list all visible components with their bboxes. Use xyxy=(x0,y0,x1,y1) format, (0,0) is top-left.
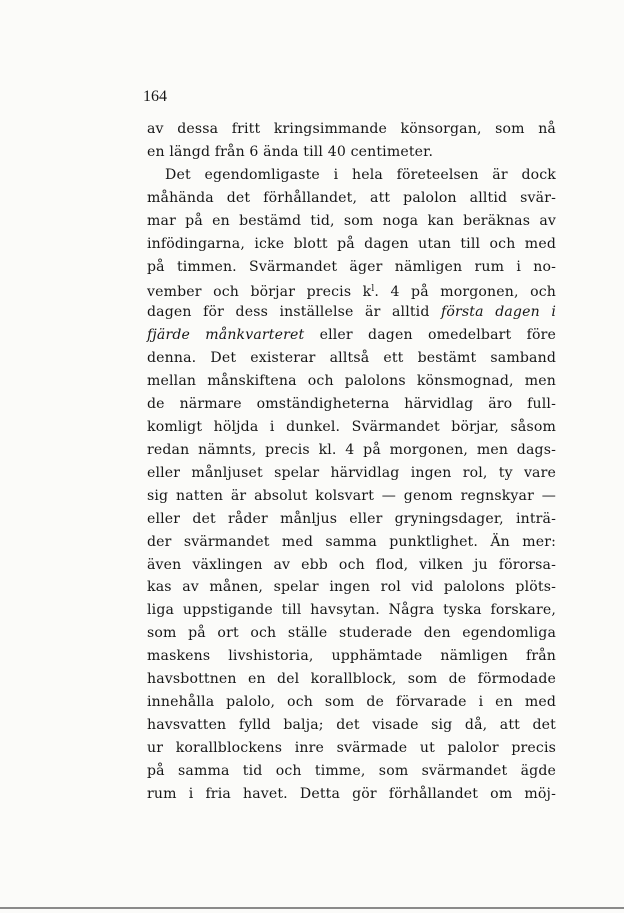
text-run: infödingarna, icke blott på dagen utan till och med xyxy=(147,235,556,252)
text-run: maskens livshistoria, upphämtade nämligen från xyxy=(147,648,556,665)
text-line xyxy=(147,645,556,668)
text-line xyxy=(147,141,556,164)
text-run: eller dagen omedelbart före xyxy=(304,327,556,344)
text-run: de närmare omständigheterna härvidlag äro full- xyxy=(147,396,556,413)
text-line xyxy=(147,439,556,462)
text-run: mellan månskiftena och palolons könsmognad, men xyxy=(147,373,556,390)
text-line xyxy=(147,278,556,301)
body-text xyxy=(147,118,556,806)
text-line xyxy=(147,347,556,370)
superscript-text: l xyxy=(371,284,375,295)
text-run: dagen för dess inställelse är alltid xyxy=(147,304,442,321)
text-line xyxy=(147,599,556,622)
text-line xyxy=(147,187,556,210)
text-run: komligt höljda i dunkel. Svärmandet börjar, såsom xyxy=(147,418,556,435)
text-run: på samma tid och timme, som svärmandet ägde xyxy=(147,762,556,779)
text-line xyxy=(147,576,556,599)
text-line xyxy=(147,531,556,554)
text-run: der svärmandet med samma punktlighet. Än mer: xyxy=(147,533,556,550)
text-line xyxy=(147,324,556,347)
text-line xyxy=(147,622,556,645)
text-run: Det egendomligaste i hela företeelsen är dock xyxy=(165,166,556,183)
text-run: . 4 på morgonen, och xyxy=(374,284,556,301)
text-line xyxy=(147,783,556,806)
text-line xyxy=(147,301,556,324)
text-run: havsvatten fylld balja; det visade sig då, att det xyxy=(147,716,556,733)
text-run: redan nämnts, precis kl. 4 på morgonen, men dags- xyxy=(147,441,556,458)
text-run: liga uppstigande till havsytan. Några tyska forskare, xyxy=(147,602,556,619)
page-edge-line xyxy=(0,907,624,909)
text-line xyxy=(147,485,556,508)
text-run: rum i fria havet. Detta gör förhållandet om möj- xyxy=(147,785,556,802)
text-run: sig natten är absolut kolsvart — genom regnskyar — xyxy=(147,487,556,504)
text-run: måhända det förhållandet, att palolon alltid svär- xyxy=(147,189,556,206)
text-line xyxy=(147,691,556,714)
text-run: kas av månen, spelar ingen rol vid palolons plöts- xyxy=(147,579,556,596)
text-line xyxy=(147,210,556,233)
text-run: även växlingen av ebb och flod, vilken ju förorsa- xyxy=(147,556,556,573)
text-run: havsbottnen en del korallblock, som de förmodade xyxy=(147,671,556,688)
text-run: eller det råder månljus eller gryningsdager, inträ- xyxy=(147,510,556,527)
text-line xyxy=(147,256,556,279)
text-line xyxy=(147,508,556,531)
text-line xyxy=(147,668,556,691)
emphasized-text: fjärde månkvarteret xyxy=(147,327,305,344)
text-run: på timmen. Svärmandet äger nämligen rum i no- xyxy=(147,258,556,275)
text-line xyxy=(147,760,556,783)
text-run: innehålla palolo, och som de förvarade i en med xyxy=(147,694,556,711)
text-run: en längd från 6 ända till 40 centimeter. xyxy=(147,143,434,160)
text-line xyxy=(147,416,556,439)
text-run: eller månljuset spelar härvidlag ingen rol, ty vare xyxy=(147,464,556,481)
text-run: vember och börjar precis k xyxy=(147,284,372,301)
text-line xyxy=(147,164,556,187)
text-line xyxy=(147,737,556,760)
text-line xyxy=(147,462,556,485)
text-line xyxy=(147,714,556,737)
text-run: mar på en bestämd tid, som noga kan beräknas av xyxy=(147,212,556,229)
text-line xyxy=(147,554,556,577)
text-line xyxy=(147,393,556,416)
text-line xyxy=(147,118,556,141)
text-run: denna. Det existerar alltså ett bestämt samband xyxy=(147,350,556,367)
text-run: av dessa fritt kringsimmande könsorgan, som nå xyxy=(147,121,556,137)
text-run: som på ort och ställe studerade den egendomliga xyxy=(147,625,556,642)
page-number: 164 xyxy=(143,88,167,105)
emphasized-text: första dagen i xyxy=(441,304,556,321)
text-line xyxy=(147,233,556,256)
text-line xyxy=(147,370,556,393)
text-run: ur korallblockens inre svärmade ut palolor precis xyxy=(147,739,556,756)
